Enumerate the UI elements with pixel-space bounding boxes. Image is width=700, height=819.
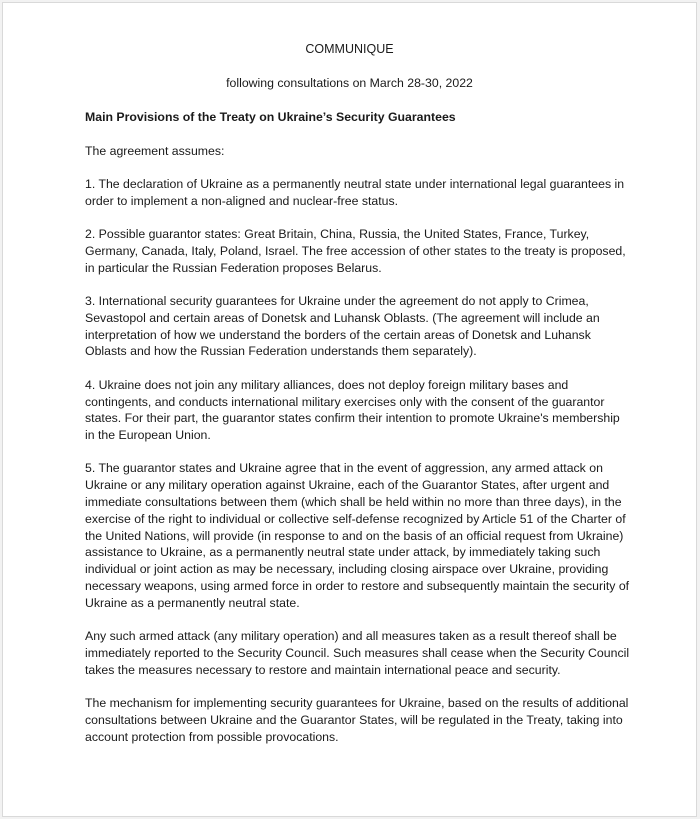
- paragraph-provision-5: 5. The guarantor states and Ukraine agree that in the event of aggression, any armed attack on Ukraine or any military operation against Ukraine, each of the Guarantor States, after urgent and immediate consultations between them (which shall be held within no more than three days), in the exercise of the right to individual or collective self-defense recognized by Article 51 of the Charter of the United Nations, will provide (in response to and on the basis of an official request from Ukraine) assistance to Ukraine, as a permanently neutral state under attack, by immediately taking such individual or joint action as may be necessary, including closing airspace over Ukraine, providing necessary weapons, using armed force in order to restore and subsequently maintain the security of Ukraine as a permanently neutral state.: [85, 461, 630, 610]
- document-page: [2, 2, 697, 817]
- paragraph-provision-3: 3. International security guarantees for Ukraine under the agreement do not apply to Crimea, Sevastopol and certain areas of Donetsk and Luhansk Oblasts. (The agreement will include an interpretation of how we understand the borders of the certain areas of Donetsk and Luhansk Oblasts and how the Russian Federation understands them separately).: [85, 294, 600, 359]
- document-subtitle: following consultations on March 28-30, 2022: [226, 76, 473, 90]
- paragraph-provision-1: 1. The declaration of Ukraine as a permanently neutral state under international legal guarantees in order to implement a non-aligned and nuclear-free status.: [85, 177, 625, 208]
- paragraph-intro: The agreement assumes:: [85, 143, 225, 158]
- paragraph-mechanism: The mechanism for implementing security guarantees for Ukraine, based on the results of additional consultations between Ukraine and the Guarantor States, will be regulated in the Treaty, taking into account protection from possible provocations.: [85, 696, 629, 744]
- paragraph-provision-2: 2. Possible guarantor states: Great Britain, China, Russia, the United States, France, Turkey, Germany, Canada, Italy, Poland, Israel. The free accession of other states to the treaty is proposed, in particular the Russian Federation proposes Belarus.: [85, 227, 626, 275]
- document-body: [85, 109, 630, 762]
- section-heading: Main Provisions of the Treaty on Ukraine’s Security Guarantees: [85, 110, 456, 124]
- document-title: COMMUNIQUE: [305, 42, 394, 56]
- paragraph-provision-4: 4. Ukraine does not join any military alliances, does not deploy foreign military bases and contingents, and conducts international military exercises only with the consent of the guarantor states. For their part, the guarantor states confirm their intention to promote Ukraine's membership in the European Union.: [85, 377, 620, 443]
- paragraph-security-council: Any such armed attack (any military operation) and all measures taken as a result thereof shall be immediately reported to the Security Council. Such measures shall cease when the Security Council takes the measures necessary to restore and maintain international peace and security.: [85, 629, 630, 677]
